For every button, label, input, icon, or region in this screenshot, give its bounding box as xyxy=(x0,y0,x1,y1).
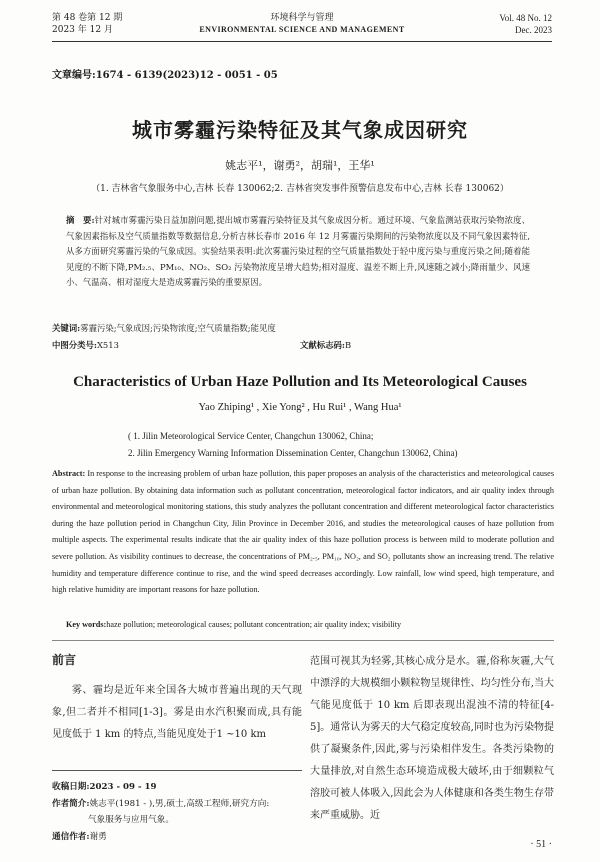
affiliation-en-2: 2. Jilin Emergency Warning Information Dissemination Center, Changchun 130062, China) xyxy=(128,448,458,458)
corresponding-author-label: 通信作者: xyxy=(52,831,90,842)
received-date-text: 收稿日期:2023 - 09 - 19 xyxy=(52,782,157,792)
authors-zh: 姚志平¹，谢勇²，胡瑞¹，王华¹ xyxy=(225,159,375,172)
volume-issue-en: Vol. 48 No. 12 xyxy=(499,13,552,23)
journal-name-en: ENVIRONMENTAL SCIENCE AND MANAGEMENT xyxy=(199,25,405,34)
body-column-left xyxy=(52,651,302,746)
abstract-en xyxy=(52,466,554,599)
keywords-zh-label: 关键词: xyxy=(52,323,81,333)
paper-title-en: Characteristics of Urban Haze Pollution and Its Meteorological Causes xyxy=(73,374,527,390)
journal-name xyxy=(52,12,552,36)
abstract-en-label: Abstract: xyxy=(52,469,86,478)
journal-issue-info-en xyxy=(499,12,552,36)
paper-title-zh: 城市雾霾污染特征及其气象成因研究 xyxy=(132,118,468,142)
affiliation-en xyxy=(128,428,540,462)
section-divider xyxy=(52,640,554,641)
affiliation-en-1: ( 1. Jilin Meteorological Service Center, Changchun 130062, China; xyxy=(128,431,374,441)
journal-name-zh: 环境科学与管理 xyxy=(270,13,334,23)
body-column-right xyxy=(310,651,554,827)
corresponding-author-name: 谢勇 xyxy=(89,831,107,842)
keywords-en xyxy=(66,620,554,629)
abstract-zh xyxy=(66,213,530,291)
document-code-value: B xyxy=(344,340,352,350)
keywords-en-label: Key words: xyxy=(66,620,107,629)
document-code-label: 文献标志码: xyxy=(300,340,345,350)
volume-issue: 第 48 卷第 12 期 xyxy=(52,13,123,23)
keywords-zh xyxy=(52,322,530,334)
corresponding-author xyxy=(52,829,302,846)
classification-value: X513 xyxy=(96,340,119,350)
body-paragraph-right: 范围可视其为轻雾,其核心成分是水。霾,俗称灰霾,大气中漂浮的大规模细小颗粒物呈规律性、均匀性分布,当大气能见度低于 10 km 后即表现出混浊不清的特征[4-5]。通常认为雾天的大气稳定度较高,同时也为污染物提供了凝聚条件,因此,雾与污染相伴发生。各类污染物的大量排放,对自然生态环境造成极大破坏,由于细颗粒气溶胶可被人体吸入,因此会为人体健康和各类生物生存带来严重威胁。近 xyxy=(310,656,554,821)
document-code xyxy=(300,339,351,351)
running-header xyxy=(52,12,552,42)
author-bio-label: 作者简介: xyxy=(52,798,90,809)
author-bio xyxy=(52,796,302,813)
authors-en: Yao Zhiping¹ , Xie Yong² , Hu Rui¹ , Wang Hua¹ xyxy=(198,402,402,413)
issue-date-en: Dec. 2023 xyxy=(515,25,552,35)
footnote-rule xyxy=(52,770,302,771)
abstract-en-text: In response to the increasing problem of urban haze pollution, this paper proposes an analysis of the characteristics and meteorological causes of urban haze pollution. By obtaining data information such as pollutant concentration, meteorological factor indicators, and air quality index through environmental and meteorological monitoring stations, this study analyzes the pollutant concentration and different meteorological factor characteristics during the haze pollution period in Changchun City, Jilin Province in December 2016, and studies the meteorological causes of haze pollution from multiple aspects. The experimental results indicate that the air quality index of this haze pollution process is between mild to moderate pollution and severe pollution. As visibility continues to decrease, the concentrations of PM₂.₅, PM₁₀, NO₂, and SO₂ pollutants show an increasing trend. The relative humidity and temperature difference continue to rise, and the wind speed decreases accordingly. Low rainfall, low wind speed, high temperature, and high relative humidity are important reasons for haze pollution. xyxy=(52,469,554,595)
keywords-zh-text: 雾霾污染;气象成因;污染物浓度;空气质量指数;能见度 xyxy=(80,323,276,333)
abstract-zh-label: 摘 要: xyxy=(66,215,95,225)
body-paragraph-left: 雾、霾均是近年来全国各大城市普遍出现的天气现象,但二者并不相同[1-3]。雾是由水汽积聚而成,具有能见度低于 1 km 的特点,当能见度处于1 ~10 km xyxy=(52,685,302,740)
received-date xyxy=(52,779,302,796)
section-heading-intro: 前言 xyxy=(52,653,77,667)
author-bio-continued: 气象服务与应用气象。 xyxy=(88,815,174,825)
page-number: · 51 · xyxy=(530,839,552,850)
keywords-en-text: haze pollution; meteorological causes; pollutant concentration; air quality index; visibility xyxy=(106,620,402,629)
abstract-zh-text: 针对城市雾霾污染日益加剧问题,提出城市雾霾污染特征及其气象成因分析。通过环境、气象监测站获取污染物浓度、气象因素指标及空气质量指数等数据信息,分析吉林长春市 2016 年 12 月雾霾污染期间的污染物浓度以及不同气象因素特征,从多方面研究雾霾污染的气象成因。实验结果表明:此次雾霾污染过程的空气质量指数处于轻中度污染与重度污染之间;随着能见度的不断下降,PM₂.₅、PM₁₀、NO₂、SO₂ 污染物浓度呈增大趋势;相对湿度、温差不断上升,风速随之减小;降雨量少、风速小、气温高、相对湿度大是造成雾霾污染的重要原因。 xyxy=(66,215,530,287)
footnotes xyxy=(52,779,302,845)
author-bio-text: 姚志平(1981 - ),男,硕士,高级工程师,研究方向: xyxy=(89,798,270,809)
classification-number xyxy=(52,339,119,351)
article-number: 文章编号:1674 - 6139(2023)12 - 0051 - 05 xyxy=(52,70,278,81)
classification-label: 中图分类号: xyxy=(52,340,97,350)
issue-date: 2023 年 12 月 xyxy=(52,25,113,35)
affiliation-zh: （1. 吉林省气象服务中心,吉林 长春 130062;2. 吉林省突发事件预警信息发布中心,吉林 长春 130062） xyxy=(91,184,509,194)
